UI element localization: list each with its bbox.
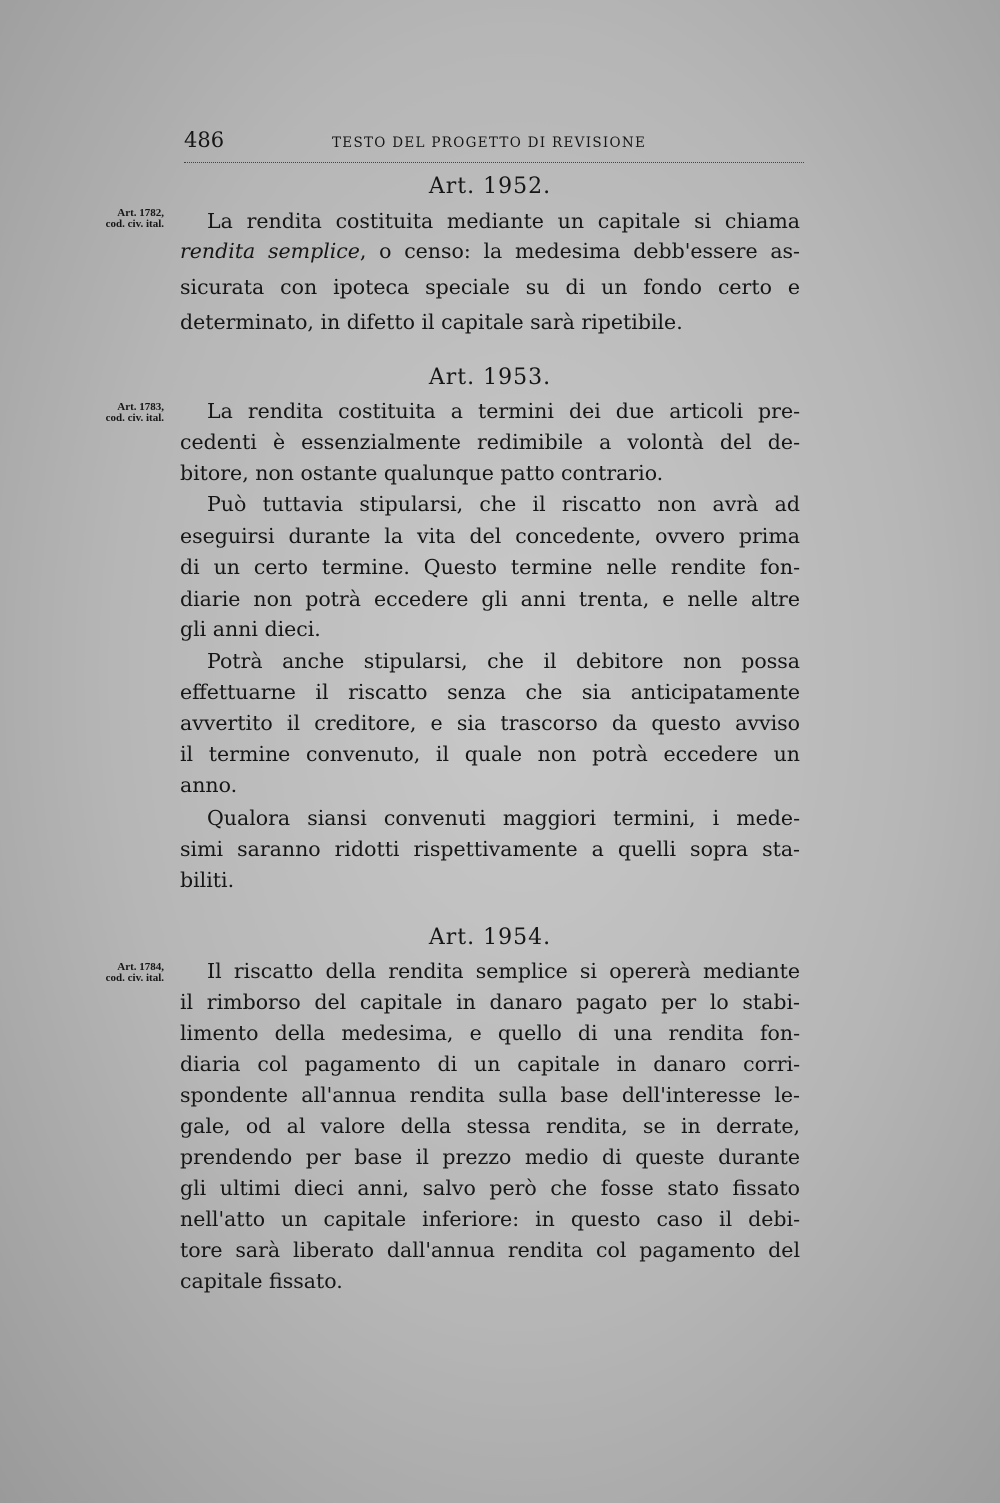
text-line: Potrà anche stipularsi, che il debitore non possa <box>207 649 800 673</box>
running-title: TESTO DEL PROGETTO DI REVISIONE <box>332 135 647 151</box>
text-line: diaria col pagamento di un capitale in danaro corri- <box>180 1052 800 1076</box>
text-fragment: , o censo: la medesima debb'essere as- <box>359 239 800 263</box>
text-line: di un certo termine. Questo termine nelle rendite fon- <box>180 555 800 579</box>
margin-note-line: Art. 1784, <box>117 961 164 973</box>
margin-note-line: Art. 1782, <box>117 207 164 219</box>
text-line: prendendo per base il prezzo medio di queste durante <box>180 1145 800 1169</box>
article-title-1952: Art. 1952. <box>428 174 552 199</box>
text-line: nell'atto un capitale inferiore: in questo caso il debi- <box>180 1207 800 1231</box>
text-line: simi saranno ridotti rispettivamente a quelli sopra sta- <box>180 837 800 861</box>
text-line: il termine convenuto, il quale non potrà eccedere un <box>180 742 800 766</box>
text-line: bitore, non ostante qualunque patto contrario. <box>180 461 664 485</box>
text-line: gale, od al valore della stessa rendita, se in derrate, <box>180 1114 800 1138</box>
text-line: gli anni dieci. <box>180 617 321 641</box>
margin-note-1952 <box>40 208 164 230</box>
margin-note-line: cod. civ. ital. <box>105 218 164 230</box>
text-line: Il riscatto della rendita semplice si opererà mediante <box>207 959 800 983</box>
text-line: La rendita costituita a termini dei due articoli pre- <box>207 399 800 423</box>
text-line: avvertito il creditore, e sia trascorso da questo avviso <box>180 711 800 735</box>
margin-note-line: cod. civ. ital. <box>105 972 164 984</box>
text-line: effettuarne il riscatto senza che sia anticipatamente <box>180 680 800 704</box>
margin-note-line: cod. civ. ital. <box>105 412 164 424</box>
text-line: il rimborso del capitale in danaro pagato per lo stabi- <box>180 990 800 1014</box>
text-line: limento della medesima, e quello di una rendita fon- <box>180 1021 800 1045</box>
text-line: spondente all'annua rendita sulla base dell'interesse le- <box>180 1083 800 1107</box>
text-line: diarie non potrà eccedere gli anni trenta, e nelle altre <box>180 587 800 611</box>
article-title-1954: Art. 1954. <box>428 925 552 950</box>
margin-note-1954 <box>40 962 164 984</box>
text-line: La rendita costituita mediante un capitale si chiama <box>207 209 800 233</box>
page-header <box>184 128 804 163</box>
text-line: biliti. <box>180 868 235 892</box>
text-line: cedenti è essenzialmente redimibile a volontà del de- <box>180 430 800 454</box>
margin-note-1953 <box>40 402 164 424</box>
margin-note-line: Art. 1783, <box>117 401 164 413</box>
page-number: 486 <box>184 128 225 152</box>
text-line: determinato, in difetto il capitale sarà ripetibile. <box>180 310 683 334</box>
text-line: sicurata con ipoteca speciale su di un fondo certo e <box>180 275 800 299</box>
italic-term: rendita semplice <box>180 239 360 263</box>
text-line: Qualora siansi convenuti maggiori termini, i mede- <box>207 806 800 830</box>
text-line: Può tuttavia stipularsi, che il riscatto non avrà ad <box>207 492 800 516</box>
text-line: capitale fissato. <box>180 1269 343 1293</box>
text-line <box>180 236 800 266</box>
article-title-1953: Art. 1953. <box>428 365 552 390</box>
text-line: tore sarà liberato dall'annua rendita col pagamento del <box>180 1238 800 1262</box>
text-line: gli ultimi dieci anni, salvo però che fosse stato fissato <box>180 1176 800 1200</box>
text-line: anno. <box>180 773 238 797</box>
text-line: eseguirsi durante la vita del concedente, ovvero prima <box>180 524 800 548</box>
